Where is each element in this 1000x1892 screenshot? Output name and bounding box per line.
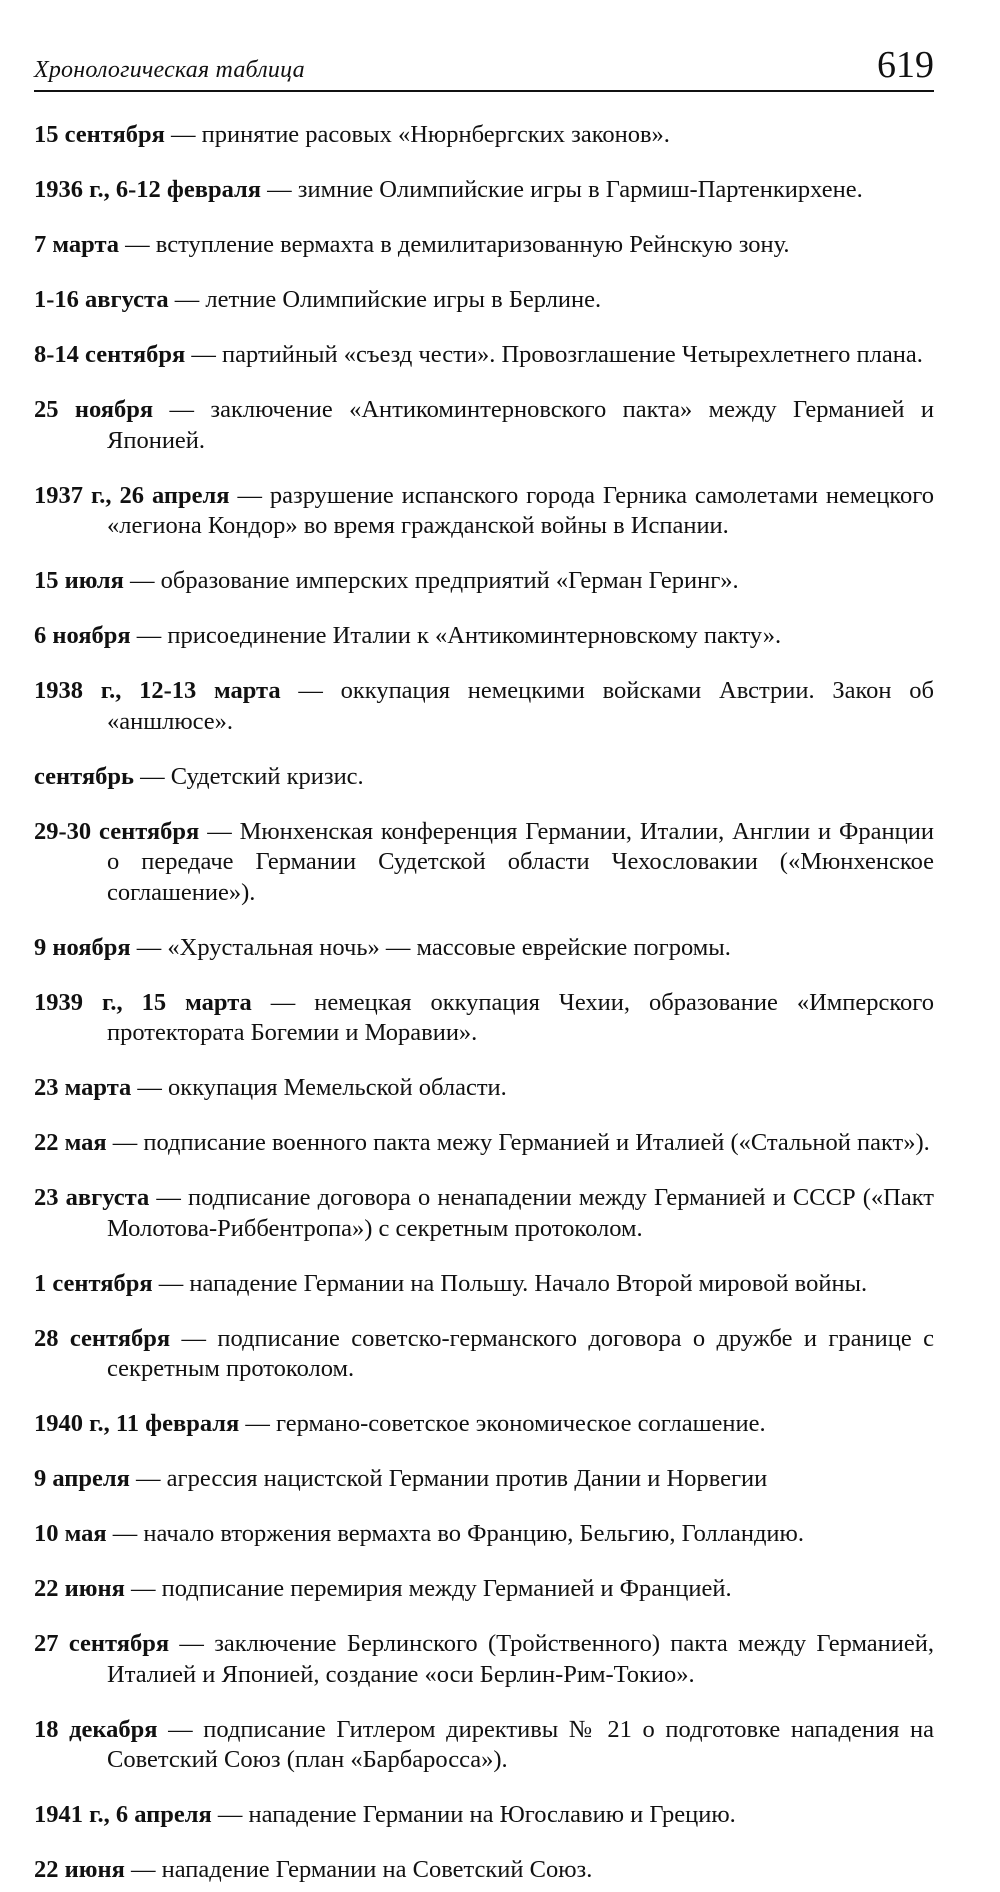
entry-text: — нападение Германии на Польшу. Начало Второй мировой войны. xyxy=(152,1269,868,1297)
chronology-entry xyxy=(34,340,934,371)
entry-text: — партийный «съезд чести». Провозглашение Четырехлетнего плана. xyxy=(185,341,923,368)
chronology-entry xyxy=(34,1800,934,1831)
entry-text: — подписание перемирия между Германией и Францией. xyxy=(124,1575,732,1602)
page-header xyxy=(34,38,934,92)
entry-date: 18 декабря xyxy=(34,1715,158,1743)
entry-text: — заключение Берлинского (Тройственного) пакта между Германией, Италией и Японией, создание «оси Берлин-Рим-Токио». xyxy=(107,1630,934,1688)
chronology-entry xyxy=(34,1464,934,1495)
entry-text: — начало вторжения вермахта во Францию, Бельгию, Голландию. xyxy=(106,1520,804,1547)
entry-text: — подписание военного пакта межу Германией и Италией («Стальной пакт»). xyxy=(106,1129,930,1156)
document-page xyxy=(34,38,934,1892)
entry-text: — подписание договора о ненападении между Германией и СССР («Пакт Молотова-Риббентропа») с секретным протоколом. xyxy=(107,1184,934,1242)
entry-date: 1939 г., 15 марта xyxy=(34,988,252,1016)
entry-date: 6 ноября xyxy=(34,622,131,649)
chronology-entry xyxy=(34,175,934,206)
entry-text: — подписание советско-германского договора о дружбе и границе с секретным протоколом. xyxy=(107,1324,934,1382)
chronology-entry xyxy=(34,762,934,793)
chronology-entry xyxy=(34,988,934,1049)
entry-text: — подписание Гитлером директивы № 21 о подготовке нападения на Советский Союз (план «Барбаросса»). xyxy=(107,1715,934,1773)
entry-text: — оккупация немецкими войсками Австрии. Закон об «аншлюсе». xyxy=(107,677,934,735)
entry-text: — оккупация Мемельской области. xyxy=(131,1074,507,1101)
entry-date: 1940 г., 11 февраля xyxy=(34,1410,240,1437)
chronology-entry xyxy=(34,566,934,597)
chronology-entry xyxy=(34,1519,934,1550)
chronology-entry xyxy=(34,1574,934,1605)
entry-date: 1941 г., 6 апреля xyxy=(34,1801,212,1828)
chronology-entry xyxy=(34,1128,934,1159)
entry-date: 23 марта xyxy=(34,1074,132,1101)
entry-text: — немецкая оккупация Чехии, образование «Имперского протектората Богемии и Моравии». xyxy=(107,988,934,1046)
chronology-entry xyxy=(34,1409,934,1440)
entry-date: 22 июня xyxy=(34,1575,125,1602)
chronology-entry xyxy=(34,230,934,261)
entry-date: 15 сентября xyxy=(34,121,165,148)
entry-text: — разрушение испанского города Герника самолетами немецкого «легиона Кондор» во время гражданской войны в Испании. xyxy=(107,481,934,539)
entry-text: — Судетский кризис. xyxy=(133,762,364,790)
entry-date: 9 апреля xyxy=(34,1465,130,1492)
entry-date: 7 марта xyxy=(34,231,120,258)
entry-date: 1937 г., 26 апреля xyxy=(34,481,230,509)
chronology-entry xyxy=(34,676,934,737)
running-title: Хронологическая таблица xyxy=(34,57,305,83)
chronology-entry xyxy=(34,1073,934,1104)
entry-date: 29-30 сентября xyxy=(34,817,200,845)
entry-date: 22 июня xyxy=(34,1856,125,1883)
entry-text: — «Хрустальная ночь» — массовые еврейские погромы. xyxy=(130,933,731,961)
chronology-entry xyxy=(34,120,934,151)
entry-date: 1938 г., 12-13 марта xyxy=(34,677,281,704)
chronology-entry xyxy=(34,285,934,316)
chronology-list xyxy=(34,120,934,1886)
entry-date: 1 сентября xyxy=(34,1269,153,1297)
entry-date: 28 сентября xyxy=(34,1324,171,1352)
entry-text: — нападение Германии на Югославию и Грецию. xyxy=(211,1801,736,1828)
chronology-entry xyxy=(34,1855,934,1886)
chronology-entry xyxy=(34,1715,934,1776)
chronology-entry xyxy=(34,817,934,909)
entry-date: 27 сентября xyxy=(34,1630,170,1657)
entry-text: — зимние Олимпийские игры в Гармиш-Партенкирхене. xyxy=(261,176,863,203)
entry-date: сентябрь xyxy=(34,762,134,790)
entry-text: — летние Олимпийские игры в Берлине. xyxy=(168,286,602,313)
entry-date: 9 ноября xyxy=(34,933,131,961)
chronology-entry xyxy=(34,1324,934,1385)
entry-text: — нападение Германии на Советский Союз. xyxy=(124,1856,593,1883)
entry-text: — образование имперских предприятий «Герман Геринг». xyxy=(123,567,739,594)
entry-date: 15 июля xyxy=(34,567,124,594)
chronology-entry xyxy=(34,1183,934,1244)
entry-text: — германо-советское экономическое соглашение. xyxy=(239,1410,766,1437)
entry-text: — агрессия нацистской Германии против Дании и Норвегии xyxy=(129,1465,768,1492)
entry-text: — вступление вермахта в демилитаризованную Рейнскую зону. xyxy=(119,231,790,258)
entry-text: — Мюнхенская конференция Германии, Италии, Англии и Франции о передаче Германии Судетской области Чехословакии («Мюнхенское соглашение»). xyxy=(107,817,934,906)
entry-date: 25 ноября xyxy=(34,396,154,423)
entry-date: 23 августа xyxy=(34,1184,150,1211)
entry-text: — присоединение Италии к «Антикоминтерновскому пакту». xyxy=(130,622,782,649)
chronology-entry xyxy=(34,395,934,456)
chronology-entry xyxy=(34,1629,934,1690)
entry-date: 1-16 августа xyxy=(34,286,169,313)
entry-date: 1936 г., 6-12 февраля xyxy=(34,176,262,203)
chronology-entry xyxy=(34,481,934,542)
chronology-entry xyxy=(34,621,934,652)
entry-text: — принятие расовых «Нюрнбергских законов». xyxy=(164,121,670,148)
entry-text: — заключение «Антикоминтерновского пакта» между Германией и Японией. xyxy=(107,396,934,454)
chronology-entry xyxy=(34,1269,934,1300)
chronology-entry xyxy=(34,933,934,964)
entry-date: 8-14 сентября xyxy=(34,341,186,368)
entry-date: 22 мая xyxy=(34,1129,107,1156)
page-number: 619 xyxy=(877,44,934,86)
entry-date: 10 мая xyxy=(34,1520,107,1547)
